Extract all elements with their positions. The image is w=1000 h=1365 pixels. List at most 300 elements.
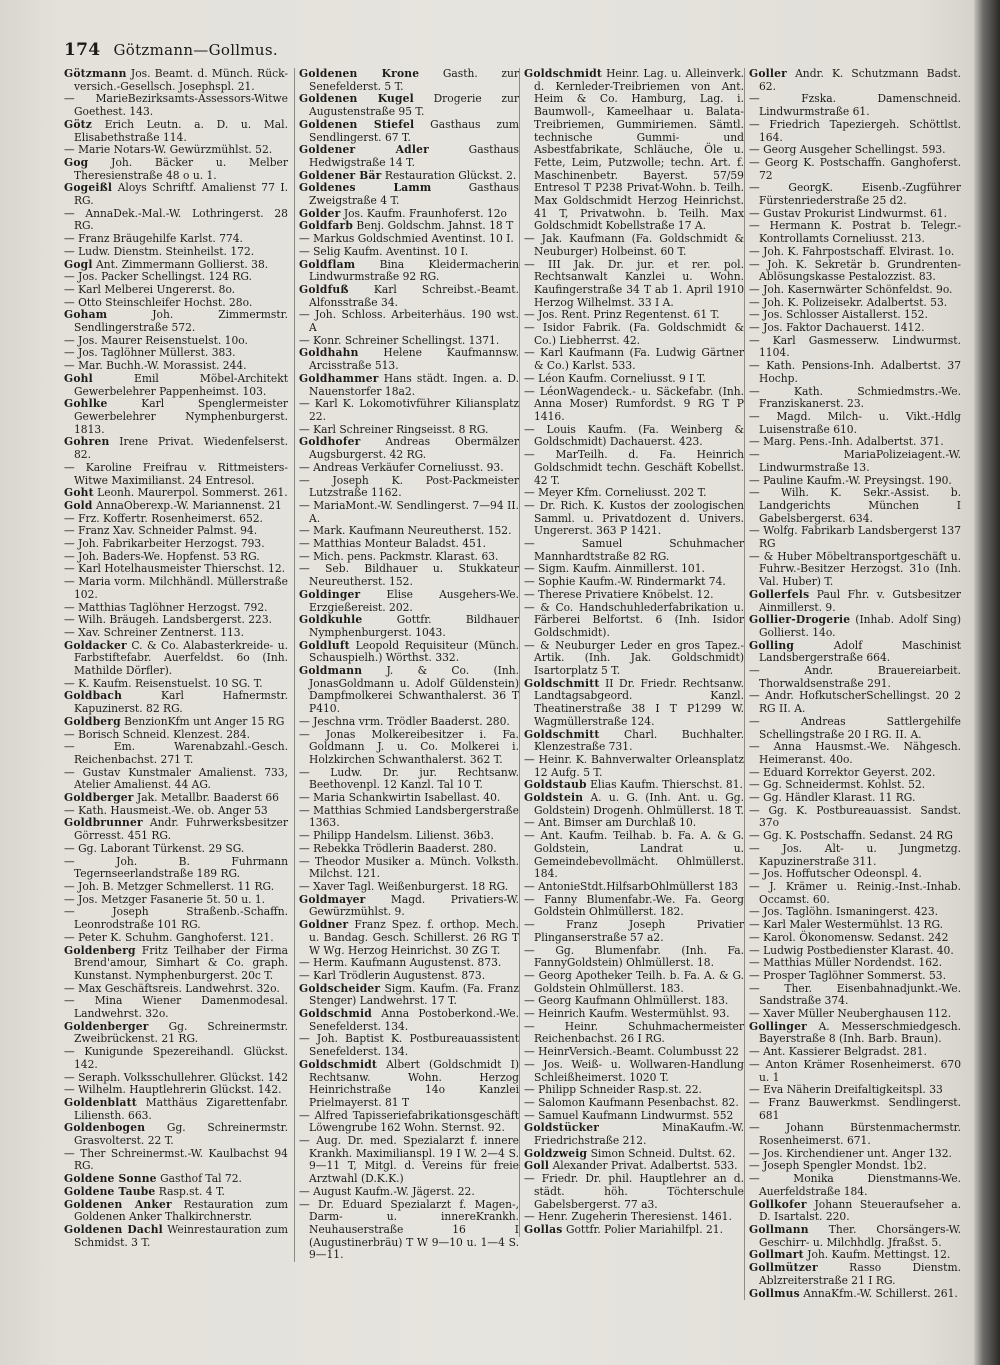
entry-surname: Goldene Sonne [64,1172,157,1186]
directory-entry [524,919,744,944]
entry-details: AnnaKfm.-W. Schillerst. 261. [803,1286,958,1300]
entry-details: — Joh. Baptist K. Postbureauassistent Senefelderst. 134. [299,1032,519,1059]
entry-surname: Goldfarb [299,219,354,233]
entry-details: Jos. Kaufm. Fraunhoferst. 12o [343,206,507,220]
entry-details: Helene Kaufmannsw. Arcisstraße 513. [309,346,519,373]
entry-details: — Maria vorm. Milchhändl. Müllerstraße 102. [64,575,288,601]
entry-surname: Goldschmitt [524,727,600,741]
entry-details: — Heinr. K. Bahnverwalter Orleansplatz 12 Aufg. 5 T. [524,752,744,779]
directory-entry [64,93,288,118]
entry-details: Elias Kaufm. Thierschst. 81. [590,778,743,792]
entry-details: Gasthof Tal 72. [160,1172,242,1186]
entry-details: Gg. Schreinermstr. Grasvolterst. 22 T. [74,1121,288,1148]
entry-details: — Kunigunde Spezereihandl. Glückst. 142. [64,1045,288,1071]
entry-details: Leopold Requisiteur (Münch. Schauspielh.) Wörthst. 332. [309,638,519,665]
directory-entry [749,119,961,144]
entry-surname: Goldenen Stiefel [299,117,415,131]
entry-details: — Kath. Hausmeist.-We. ob. Anger 53 [64,803,268,817]
entry-details: — Franz Xav. Schneider Palmst. 94. [64,524,258,538]
entry-details: Rasso Dienstm. Ablzreiterstraße 21 I RG. [759,1261,961,1287]
entry-surname: Goldhahn [299,346,359,360]
directory-entry [524,678,744,729]
entry-details: — Eduard Korrektor Geyerst. 202. [749,765,936,779]
entry-details: Gasth. zur Senefelderst. 5 T. [309,67,519,93]
entry-details: — Fzska. Damenschneid. Lindwurmstraße 61. [749,92,961,119]
entry-details: — Jos. Taglöhner Müllerst. 383. [64,346,236,360]
entry-details: Hans städt. Ingen. a. D. Nauenstorfer 18a2. [309,371,519,398]
entry-details: Benj. Goldschm. Jahnst. 18 T [356,219,514,233]
entry-details: Magd. Privatiers-W. Gewürzmühlst. 9. [309,892,519,919]
directory-entry [749,1059,961,1084]
entry-details: — MarieBezirksamts-Assessors-Witwe Goethest. 143. [64,92,288,119]
directory-entry [64,817,288,842]
directory-entry [299,398,519,423]
entry-details: — Herm. Kaufmann Augustenst. 873. [299,956,502,970]
entry-details: — August Kaufm.-W. Jägerst. 22. [299,1184,475,1198]
directory-entry [299,589,519,614]
directory-entry [749,665,961,690]
entry-details: — Matthias Schmied Landsbergerstraße 1363. [299,803,519,830]
entry-details: — Kath. Pensions-Inh. Adalbertst. 37 Hochp. [749,359,961,385]
entry-details: — Karl Gasmesserw. Lindwurmst. 1104. [749,333,961,360]
entry-details: — Matthias Monteur Baladst. 451. [299,537,487,551]
directory-entry [524,602,744,640]
entry-details: Jak. Metallbr. Baaderst 66 [137,791,279,805]
entry-details: — Gg. K. Postbureauassist. Sandst. 37o [749,803,961,830]
entry-surname: Götz [64,117,93,131]
directory-entry [749,881,961,906]
directory-entry [524,1021,744,1046]
directory-entry [749,983,961,1008]
directory-entry [64,436,288,461]
entry-details: — Joh. K. Sekretär b. Grundrenten-Ablösungskasse Pestalozzist. 83. [749,257,961,284]
directory-entry [299,1199,519,1263]
directory-entry [64,906,288,931]
entry-details: — Karl Kaufmann (Fa. Ludwig Gärtner & Co.) Karlst. 533. [524,346,744,373]
entry-details: Emil Möbel-Architekt Gewerbelehrer Pappenheimst. 103. [74,371,288,398]
directory-entry [749,157,961,182]
entry-details: — Jak. Kaufmann (Fa. Goldschmidt & Neuburger) Holbeinst. 60 T. [524,232,744,258]
entry-details: — Alfred Tapisseriefabrikationsgeschäft Löwengrube 162 Wohn. Sternst. 92. [299,1108,519,1135]
entry-details: — Franz Bräugehilfe Karlst. 774. [64,232,243,246]
entry-details: — Joseph Straßenb.-Schaffn. Leonrodstraße 101 RG. [64,905,288,932]
entry-details: — Dr. Rich. K. Kustos der zoologischen Samml. u. Privatdozent d. Univers. Ungererst. 363 P 1421. [524,498,744,538]
entry-surname: Goldene Taube [64,1184,156,1198]
entry-details: — Wolfg. Fabrikarb Landsbergerst 137 RG [749,524,961,551]
entry-surname: Gollerfels [749,587,810,601]
entry-details: — Joh. K. Polizeisekr. Adalbertst. 53. [749,295,948,309]
entry-details: — Gg. Laborant Türkenst. 29 SG. [64,841,245,855]
directory-entry [524,322,744,347]
entry-details: Heinr. Lag. u. Alleinverk. d. Kernleder-Treibriemen von Ant. Heim & Co. Hamburg, Lag. i. Baumwoll-, Kameelhaar u. Balata-Treibriemen, Gummiriemen. Sämtl. technische Gummi- und Asbestfabrikate, Schläuche, Öle u. Fette, Leim, Putzwolle; techn. Art. f. Maschinenbetr. Bayerst. 57/59 Entresol T P238 Privat-Wohn. b. Teilh. Max Goldschmidt Herzog Heinrichst. 41 T, Privatwohn. b. Teilh. Max Goldschmidt Kobellstraße 17 A. [534,67,745,233]
directory-entry [64,1199,288,1224]
directory-entry [299,805,519,830]
entry-details: — Salomon Kaufmann Pesenbachst. 82. [524,1095,739,1109]
entry-details: — Friedr. Dr. phil. Hauptlehrer an d. städt. höh. Töchterschule Gabelsbergerst. 77 a3. [524,1172,744,1211]
directory-entry [299,894,519,919]
entry-details: — Jos. Weiß- u. Wollwaren-Handlung Schleißheimerst. 1020 T. [524,1057,744,1084]
directory-entry [64,309,288,334]
directory-entry [299,500,519,525]
directory-entry [299,93,519,118]
directory-entry [64,208,288,233]
entry-details: Joh. Kaufm. Mettingst. 12. [807,1248,951,1262]
entry-surname: Goldenes Lamm [299,181,432,195]
entry-surname: Goldener Adler [299,143,429,157]
entry-details: — Borisch Schneid. Klenzest. 284. [64,727,251,741]
entry-details: — Otto Steinschleifer Hochst. 28o. [64,295,253,309]
entry-surname: Gollmann [749,1222,809,1236]
directory-column-2 [294,68,519,1262]
entry-details: — Karl Trödlerin Augustenst. 873. [299,968,486,982]
directory-entry [749,1288,961,1301]
entry-details: — Samuel Schuhmacher Mannhardtstraße 82 RG. [524,537,744,563]
directory-entry [749,741,961,766]
directory-entry [299,68,519,93]
directory-entry [749,1262,961,1287]
entry-details: — Andr. HofkutscherSchellingst. 20 2 RG II. A. [749,689,961,716]
directory-entry [299,347,519,372]
directory-entry [749,360,961,385]
entry-details: Joh. Zimmermstr. Sendlingerstraße 572. [74,308,288,335]
entry-details: — Gg. Schneidermst. Kohlst. 52. [749,778,926,792]
directory-entry [749,449,961,474]
directory-entry [524,1173,744,1211]
entry-surname: Goldenberger [64,1019,149,1033]
entry-details: — Ther. Eisenbahnadjunkt.-We. Sandstraße 374. [749,981,961,1008]
entry-details: MinaKaufm.-W. Friedrichstraße 212. [534,1121,744,1148]
entry-surname: Goldluft [299,638,350,652]
entry-details: — MarTeilh. d. Fa. Heinrich Goldschmidt techn. Geschäft Kobellst. 42 T. [524,448,744,487]
directory-entry [64,995,288,1020]
entry-details: — & Huber Möbeltransportgeschäft u. Fuhrw.-Besitzer Herzogst. 31o (Inh. Val. Huber) T. [749,549,961,589]
entry-details: — Ludw. Dr. jur. Rechtsanw. Beethovenpl. 12 Kanzl. Tal 10 T. [299,765,519,792]
entry-surname: Gollmart [749,1248,804,1262]
entry-details: Restauration Glückst. 2. [384,168,517,182]
entry-details: Leonh. Maurerpol. Sommerst. 261. [97,486,288,500]
entry-details: — Konr. Schreiner Schellingst. 1371. [299,333,500,347]
directory-entry [749,93,961,118]
directory-entry [749,259,961,284]
entry-details: — Aug. Dr. med. Spezialarzt f. innere Krankh. Maximilianspl. 19 I W. 2—4 S. 9—11 T, Mitgl. d. Vereins für freie Arztwahl (D.K.K.) [299,1134,519,1186]
entry-details: — Franz Bauwerkmst. Sendlingerst. 681 [749,1095,961,1122]
directory-entry [749,335,961,360]
entry-details: Paul Fhr. v. Gutsbesitzer Ainmillerst. 9. [759,587,961,614]
entry-details: — Theodor Musiker a. Münch. Volksth. Milchst. 121. [299,854,519,881]
directory-entry [749,525,961,550]
entry-details: — Joseph Spengler Mondst. 1b2. [749,1159,927,1173]
directory-entry [299,767,519,792]
directory-entry [749,411,961,436]
entry-details: Adolf Maschinist Landsbergerstraße 664. [759,638,961,665]
entry-details: (Inhab. Adolf Sing) Gollierst. 14o. [759,613,961,639]
entry-surname: Gollas [524,1222,563,1236]
entry-details: — Jos. Metzger Fasanerie 5t. 50 u. 1. [64,892,266,906]
entry-details: Restauration zum Goldenen Anker Thalkirchnerstr. [74,1197,288,1224]
entry-surname: Goldstaub [524,778,587,792]
directory-entry [524,830,744,881]
directory-entry [64,1148,288,1173]
entry-surname: Goldscheider [299,981,381,995]
entry-details: — Philipp Handelsm. Lilienst. 36b3. [299,829,494,843]
directory-entry [749,1199,961,1224]
entry-details: Gasthaus zum Sendlingerst. 67 T. [309,117,519,144]
entry-details: — Joh. Baders-We. Hopfenst. 53 RG. [64,549,260,563]
entry-details: — Anna Hausmst.-We. Nähgesch. Heimeranst. 40o. [749,740,961,766]
entry-details: — Wilhelm. Hauptlehrerin Glückst. 142. [64,1083,282,1097]
entry-details: — Matthias Taglöhner Herzogst. 792. [64,600,268,614]
entry-details: Sigm. Kaufm. (Fa. Franz Stenger) Landwehrst. 17 T. [309,981,519,1008]
directory-entry [64,182,288,207]
entry-details: — Henr. Zugeherin Theresienst. 1461. [524,1210,732,1224]
entry-details: — Markus Goldschmied Aventinst. 10 I. [299,232,514,246]
entry-details: — Magd. Milch- u. Vikt.-Hdlg Luisenstraße 610. [749,409,961,436]
entry-surname: Gog [64,155,89,169]
entry-surname: Gollkofer [749,1197,807,1211]
entry-surname: Goldschmidt [299,1057,378,1071]
entry-details: II Dr. Friedr. Rechtsanw. Landtagsabgeord. Kanzl. Theatinerstraße 38 I T P1299 W. Wagmüllerstraße 124. [534,676,744,728]
directory-entry [524,754,744,779]
directory-entry [64,68,288,93]
entry-details: — HeinrVersich.-Beamt. Columbusst 22 [524,1045,739,1059]
directory-entry [299,182,519,207]
entry-details: — Ant. Bimser am Durchlaß 10. [524,816,697,830]
directory-column-1 [64,68,288,1249]
entry-details: — Louis Kaufm. (Fa. Weinberg & Goldschmidt) Dachauerst. 423. [524,422,744,449]
entry-surname: Goldacker [64,638,127,652]
entry-details: Aloys Schriftf. Amalienst 77 I. RG. [74,181,289,208]
entry-details: Anna Postoberkond.-We. Senefelderst. 134. [309,1007,519,1033]
entry-surname: Goldner [299,918,349,932]
directory-entry [524,894,744,919]
entry-details: — Jeschna vrm. Trödler Baaderst. 280. [299,714,510,728]
directory-entry [64,767,288,792]
entry-details: — Heinrich Kaufm. Westermühlst. 93. [524,1007,730,1021]
entry-details: — Wilh. K. Sekr.-Assist. b. Landgerichts München I Gabelsbergerst. 634. [749,486,961,525]
directory-entry [749,1122,961,1147]
entry-details: Matthäus Zigarettenfabr. Liliensth. 663. [74,1095,288,1122]
entry-details: Erich Leutn. a. D. u. Mal. Elisabethstraße 114. [74,117,288,144]
entry-surname: Goldinger [299,587,361,601]
directory-entry [299,983,519,1008]
directory-entry [524,538,744,563]
directory-entry [524,1224,744,1237]
entry-details: — Xaver Tagl. Weißenburgerst. 18 RG. [299,880,509,893]
entry-details: — Jonas Molkereibesitzer i. Fa. Goldmann J. u. Co. Molkerei i. Holzkirchen Schwanthalerst. 362 T. [299,727,519,766]
entry-details: — Ludwig Postbedienster Klarast. 40. [749,943,954,957]
entry-surname: Goldkuhle [299,613,363,627]
entry-details: Elise Ausgehers-We. Erzgießereist. 202. [309,587,519,614]
entry-surname: Golder [299,206,341,220]
entry-details: — Meyer Kfm. Corneliusst. 202 T. [524,486,707,500]
directory-entry [299,475,519,500]
entry-details: — Ludw. Dienstm. Steinheilst. 172. [64,244,255,258]
entry-surname: Goldbach [64,689,123,703]
directory-entry [64,119,288,144]
entry-details: — Pauline Kaufm.-W. Preysingst. 190. [749,473,952,487]
directory-entry [299,729,519,767]
entry-details: — III Jak. Dr. jur. et rer. pol. Rechtsanwalt Kanzlei u. Wohn. Kaufingerstraße 34 T ab 1. April 1910 Herzog Wilhelmst. 33 I A. [524,257,744,309]
entry-details: Gg. Schreinermstr. Zweibrückenst. 21 RG. [74,1019,288,1046]
directory-entry [64,1021,288,1046]
directory-entry [64,945,288,983]
entry-details: — Matthias Müller Nordendst. 162. [749,956,943,970]
directory-entry [299,919,519,957]
entry-details: — K. Kaufm. Reisenstuelst. 10 SG. T. [64,676,263,690]
entry-details: — Andreas Sattlergehilfe Schellingstraße 20 I RG. II. A. [749,714,961,741]
directory-entry [749,220,961,245]
directory-entry [299,1135,519,1186]
entry-details: J. & Co. (Inh. JonasGoldmann u. Adolf Güldenstein) Dampfmolkerei Schwanthalerst. 36 T P410. [309,664,519,716]
entry-surname: Goldschmid [299,1007,372,1021]
entry-details: Andr. Fuhrwerksbesitzer Görresst. 451 RG. [74,816,288,843]
entry-details: Irene Privat. Wiedenfelserst. 82. [74,435,288,462]
directory-entry [299,640,519,665]
entry-details: — Joseph K. Post-Packmeister Lutzstraße 1162. [299,473,519,500]
entry-details: Gottfr. Bildhauer Nymphenburgerst. 1043. [309,613,519,639]
directory-entry [749,690,961,715]
entry-surname: Goldmann [299,664,363,678]
entry-details: Charl. Buchhalter. Klenzestraße 731. [534,727,744,754]
entry-details: — Monika Dienstmanns-We. Auerfeldstraße 184. [749,1172,961,1198]
entry-surname: Gogl [64,257,93,271]
directory-entry [524,347,744,372]
entry-surname: Goldenblatt [64,1095,137,1109]
entry-surname: Goldenberg [64,943,136,957]
directory-entry [64,1224,288,1249]
entry-details: — Marg. Pens.-Inh. Adalbertst. 371. [749,435,944,449]
entry-surname: Gollinger [749,1019,807,1033]
directory-entry [749,1224,961,1249]
entry-details: — Mina Wiener Damenmodesal. Landwehrst. 32o. [64,994,288,1021]
directory-entry [64,1122,288,1147]
entry-surname: Gollmus [749,1286,800,1300]
entry-details: Bina Kleidermacherin Lindwurmstraße 92 RG. [309,257,519,284]
entry-details: AnnaOberexp.-W. Mariannenst. 21 [96,498,282,512]
entry-details: C. & Co. Alabasterkreide- u. Farbstiftefabr. Auerfeldst. 6o (Inh. Mathilde Dörfler). [74,638,289,678]
entry-details: — AnnaDek.-Mal.-W. Lothringerst. 28 RG. [64,206,288,233]
entry-surname: Goldfuß [299,282,349,296]
entry-details: — Karl K. Lokomotivführer Kiliansplatz 22. [299,397,519,423]
directory-entry [524,970,744,995]
directory-entry [64,741,288,766]
page-number: 174 [64,40,101,60]
entry-details: — Jos. Maurer Reisenstuelst. 10o. [64,333,248,347]
directory-entry [299,1110,519,1135]
entry-details: Jos. Beamt. d. Münch. Rück-versich.-Gesellsch. Josephspl. 21. [74,67,288,93]
directory-entry [749,640,961,665]
directory-entry [299,373,519,398]
entry-details: Andr. K. Schutzmann Badst. 62. [759,67,961,93]
entry-details: — Heinr. Schuhmachermeister Reichenbachst. 26 I RG. [524,1019,744,1046]
entry-surname: Gohl [64,371,93,385]
entry-surname: Goldstein [524,791,584,805]
entry-details: Fritz Teilhaber der Firma Brend'amour, Simhart & Co. graph. Kunstanst. Nymphenburgerst. 20c T. [74,943,288,982]
entry-details: Johann Steueraufseher a. D. Isartalst. 220. [759,1197,961,1224]
directory-entry [524,233,744,258]
entry-details: — Xav. Schreiner Zentnerst. 113. [64,625,245,639]
entry-details: — Karl Schreiner Ringseisst. 8 RG. [299,422,489,436]
entry-details: — Seraph. Volksschullehrer. Glückst. 142 [64,1070,288,1084]
entry-surname: Goldschmitt [524,676,600,690]
entry-surname: Goldenen Anker [64,1197,172,1211]
entry-details: — Jos. Schlosser Aistallerst. 152. [749,308,928,322]
entry-surname: Goldenen Kugel [299,92,414,106]
entry-details: — Hermann K. Postrat b. Telegr.-Kontrollamts Corneliusst. 213. [749,219,961,246]
entry-details: — Wilh. Bräugeh. Landsbergerst. 223. [64,613,273,627]
entry-details: — Philipp Schneider Rasp.st. 22. [524,1083,702,1097]
directory-entry [749,805,961,830]
entry-details: — LéonWagendeck.- u. Säckefabr. (Inh. Anna Moser) Rumfordst. 9 RG T P 1416. [524,384,744,423]
entry-details: — Gg. K. Postschaffn. Sedanst. 24 RG [749,829,953,843]
entry-details: — Georg Ausgeher Schellingst. 593. [749,143,946,157]
directory-entry [299,284,519,309]
entry-details: — MariaPolizeiagent.-W. Lindwurmstraße 13. [749,448,961,474]
page-header [64,40,278,60]
directory-entry [524,1122,744,1147]
entry-details: — Mich. pens. Packmstr. Klarast. 63. [299,549,499,563]
entry-details: — Karl Maler Westermühlst. 13 RG. [749,918,944,932]
entry-details: A. u. G. (Inh. Ant. u. Gg. Goldstein) Drogenh. Ohlmüllerst. 18 T. [534,791,744,817]
directory-entry [299,856,519,881]
entry-details: Ther. Chorsängers-W. Geschirr- u. Milchhdlg. Jfraßst. 5. [759,1222,961,1249]
entry-surname: Gold [64,498,93,512]
entry-details: Karl Schreibst.-Beamt. Alfonsstraße 34. [309,282,519,309]
entry-surname: Goldflam [299,257,356,271]
entry-details: Karl Spenglermeister Gewerbelehrer Nymphenburgerst. 1813. [74,397,288,436]
entry-details: — Mar. Buchh.-W. Morassist. 244. [64,359,247,373]
entry-details: — Isidor Fabrik. (Fa. Goldschmidt & Co.) Liebherrst. 42. [524,321,744,347]
entry-details: Alexander Privat. Adalbertst. 533. [552,1159,738,1173]
entry-details: — Xaver Müller Neuberghausen 112. [749,1007,952,1021]
entry-surname: Gollier-Drogerie [749,613,851,627]
entry-details: — Seb. Bildhauer u. Stukkateur Neureutherst. 152. [299,562,519,589]
entry-details: — Samuel Kaufmann Lindwurmst. 552 [524,1108,734,1122]
directory-entry [524,945,744,970]
entry-surname: Goldberg [64,714,121,728]
entry-details: — Gustav Prokurist Lindwurmst. 61. [749,206,947,220]
entry-details: BenzionKfm unt Anger 15 RG [124,714,285,728]
entry-surname: Goldener Bär [299,168,382,182]
entry-details: — & Neuburger Leder en gros Tapez.-Artik. (Inh. Jak. Goldschmidt) Isartorplatz 5 T. [524,638,744,678]
directory-entry [64,640,288,678]
directory-entry [299,665,519,716]
entry-surname: Goldenen Dachl [64,1222,163,1236]
directory-entry [299,144,519,169]
directory-entry [749,487,961,525]
entry-details: — Joh. K. Fahrpostschaff. Elvirast. 1o. [749,244,955,258]
entry-details: — Georg K. Postschaffn. Ganghoferst. 72 [749,155,961,182]
entry-details: — Jos. Kirchendiener unt. Anger 132. [749,1146,952,1160]
entry-surname: Goll [524,1159,550,1173]
entry-surname: Goldzweig [524,1146,588,1160]
entry-details: — Prosper Taglöhner Sommerst. 53. [749,968,946,982]
entry-details: Simon Schneid. Dultst. 62. [590,1146,736,1160]
entry-details: — Karl Hotelhausmeister Thierschst. 12. [64,562,286,576]
entry-details: — Sophie Kaufm.-W. Rindermarkt 74. [524,575,726,589]
entry-surname: Gogeißl [64,181,113,195]
entry-details: — Georg Apotheker Teilh. b. Fa. A. & G. Goldstein Ohlmüllerst. 183. [524,968,744,995]
entry-details: — Kath. Schmiedmstrs.-We. Franziskanerst. 23. [749,384,961,411]
running-head: Götzmann—Gollmus. [113,41,278,59]
entry-details: — & Co. Handschuhlederfabrikation u. Färberei Belfortst. 6 (Inh. Isidor Goldschmidt). [524,600,744,639]
directory-entry [749,716,961,741]
entry-surname: Goller [749,67,788,80]
entry-details: — Maria Schankwirtin Isabellast. 40. [299,791,501,805]
directory-entry [299,436,519,461]
entry-details: — Peter K. Schuhm. Ganghoferst. 121. [64,930,274,944]
entry-details: Karl Hafnermstr. Kapuzinerst. 82 RG. [74,689,288,716]
